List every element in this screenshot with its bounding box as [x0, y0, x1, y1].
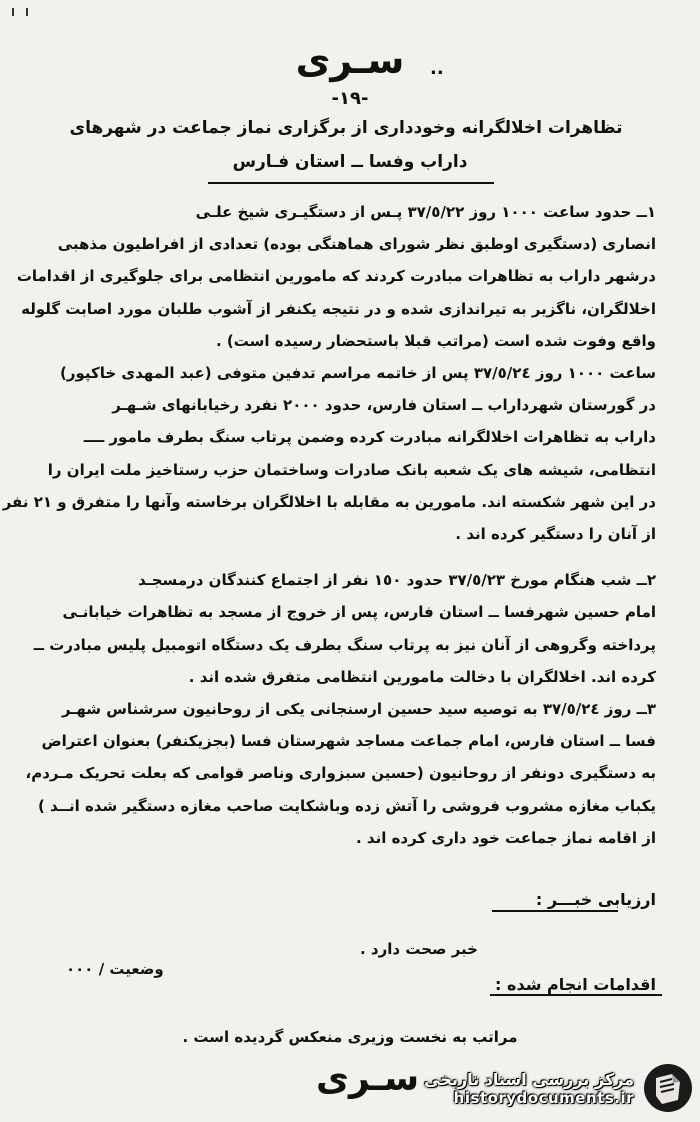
scan-mark — [26, 8, 28, 16]
text-line: پرداخته وگروهی از آنان نیز به پرتاب سنگ بطرف یک دستگاه اتومبیل پلیس مبادرت ــ — [33, 635, 656, 654]
text-line: داراب به تظاهرات اخلالگرانه مبادرت کرده وضمن پرتاب سنگ بطرف مامور ــــ — [83, 428, 656, 447]
document-title-line2: داراب وفسا ــ استان فـارس — [232, 152, 468, 172]
classification-header: سـری — [295, 38, 405, 82]
text-line: انتظامی، شیشه های یک شعبه بانک صادرات وساختمان حزب رستاخیز ملت ایران را — [47, 460, 656, 479]
archive-watermark — [424, 1060, 694, 1116]
evaluation-underline — [492, 910, 618, 912]
text-line: ساعت ١٠٠٠ روز ٣٧/٥/٢٤ پس از خاتمه مراسم تدفین متوفی (عبد المهدی خاکپور) — [59, 364, 656, 383]
watermark-url: historydocuments.ir — [453, 1088, 634, 1107]
text-line: ٣ــ روز ٣٧/٥/٢٤ به توصیه سید حسین ارسنجانی یکی از روحانیون سرشناس شهـر — [61, 700, 656, 719]
text-line: ١ــ حدود ساعت ١٠٠٠ روز ٣٧/٥/٢٢ پـس از دستگیـری شیخ علـی — [195, 203, 656, 221]
actions-taken-label: اقدامات انجام شده : — [495, 975, 656, 994]
evaluation-label: ارزیابی خبـــر : — [535, 890, 656, 909]
paragraph-4 — [25, 693, 656, 854]
watermark-title: مرکز بررسی اسناد تاریخی — [424, 1069, 634, 1089]
title-underline — [208, 182, 494, 184]
forward-note: مراتب به نخست وزیری منعکس گردیده است . — [182, 1028, 518, 1046]
text-line: ٢ــ شب هنگام مورخ ٣٧/٥/٢٣ حدود ١٥٠ نفر از اجتماع کنندگان درمسجـد — [137, 571, 656, 590]
page-number: -١٩- — [331, 88, 369, 109]
actions-underline — [490, 994, 662, 996]
paragraph-2 — [2, 357, 656, 550]
text-line: واقع وفوت شده است (مراتب قبلا باستحضار رسیده است) . — [215, 331, 656, 350]
paragraph-3 — [33, 564, 656, 693]
text-line: در این شهر شکسته اند. مامورین به مقابله با اخلالگران برخاسته وآنها را متفرق و ٢١ نفر — [2, 492, 656, 511]
scan-mark — [12, 8, 14, 16]
text-line: انصاری (دستگیری اوطبق نظر شورای هماهنگی بوده) تعدادی از افراطیون مذهبی — [57, 235, 656, 254]
paragraph-gap — [44, 550, 656, 564]
document-title-line1: تظاهرات اخلالگرانه وخودداری از برگزاری نماز جماعت در شهرهای — [69, 118, 623, 138]
archive-logo-icon — [642, 1062, 694, 1114]
text-line: کرده اند. اخلالگران با دخالت مامورین انتظامی متفرق شده اند . — [188, 667, 656, 686]
text-line: به دستگیری دونفر از روحانیون (حسین سبزواری وناصر قوامی که بعلت تحریک مـردم، — [25, 764, 656, 783]
text-line: اخلالگران، ناگزیر به تیراندازی شده و در نتیجه یکنفر از آشوب طلبان مورد اصابت گلوله — [21, 299, 656, 318]
text-line: فسا ــ استان فارس، امام جماعت مساجد شهرستان فسا (بجزیکنفر) بعنوان اعتراض — [41, 732, 656, 751]
classification-footer: سـری — [316, 1058, 420, 1099]
report-body — [2, 196, 656, 854]
text-line: از اقامه نماز جماعت خود داری کرده اند . — [356, 828, 656, 847]
news-accuracy-note: خبر صحت دارد . — [360, 940, 478, 958]
status-note: وضعیت / ۰۰۰ — [66, 960, 164, 978]
paragraph-1 — [16, 196, 656, 357]
text-line: امام حسین شهرفسا ــ استان فارس، پس از خروج از مسجد به تظاهرات خیابانـی — [62, 603, 656, 622]
text-line: یکباب مغازه مشروب فروشی را آتش زده وباشکایت صاحب مغازه دستگیر شده انــد ) — [37, 796, 656, 815]
header-dots: .. — [430, 58, 444, 79]
text-line: در گورستان شهرداراب ــ استان فارس، حدود ٢٠٠٠ نفرد رخیابانهای شـهـر — [112, 396, 656, 415]
text-line: از آنان را دستگیر کرده اند . — [455, 525, 656, 544]
text-line: درشهر داراب به تظاهرات مبادرت کردند که مامورین انتظامی برای جلوگیری از اقدامات — [16, 267, 656, 286]
watermark-text — [424, 1070, 634, 1107]
